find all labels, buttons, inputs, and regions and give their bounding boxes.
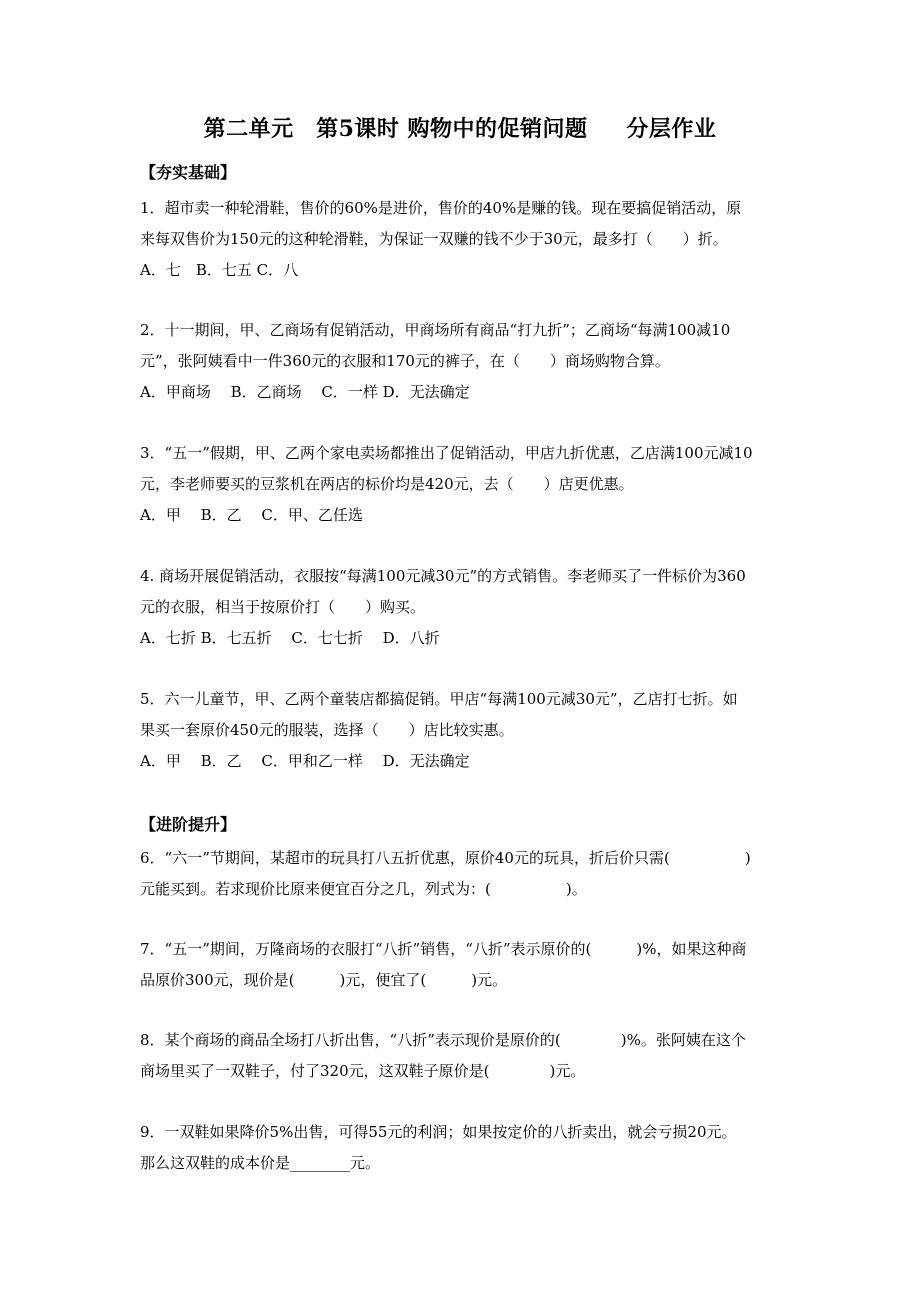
page-title: 第二单元 第5课时 购物中的促销问题 分层作业 [203,116,717,142]
question-8-line-2: 商场里买了一双鞋子，付了320元，这双鞋子原价是( )元。 [140,1062,586,1080]
section-heading-advanced: 【进阶提升】 [140,815,237,834]
question-2-line-1: 2．十一期间，甲、乙商场有促销活动，甲商场所有商品“打九折”；乙商场“每满100减10 [140,321,731,339]
question-8-line-1: 8．某个商场的商品全场打八折出售，“八折”表示现价是原价的( )%。张阿姨在这个 [140,1031,746,1049]
question-5-line-2: 果买一套原价450元的服装，选择（ ）店比较实惠。 [140,721,514,739]
question-3-line-1: 3．“五一”假期，甲、乙两个家电卖场都推出了促销活动，甲店九折优惠，乙店满100元减10 [140,444,753,462]
question-1-line-1: 1．超市卖一种轮滑鞋，售价的60%是进价，售价的40%是赚的钱。现在要搞促销活动，原 [140,199,742,217]
section-heading-basic: 【夯实基础】 [140,163,237,182]
question-4-options: A．七折 B．七五折 C．七七折 D．八折 [140,629,440,647]
question-9-line-1: 9．一双鞋如果降价5%出售，可得55元的利润；如果按定价的八折卖出，就会亏损20元。 [140,1123,737,1141]
question-6-line-1: 6．“六一”节期间，某超市的玩具打八五折优惠，原价40元的玩具，折后价只需( ) [140,849,751,867]
question-5-options: A．甲 B．乙 C．甲和乙一样 D．无法确定 [140,752,470,770]
question-2-line-2: 元”，张阿姨看中一件360元的衣服和170元的裤子，在（ ）商场购物合算。 [140,352,670,370]
question-2-options: A．甲商场 B．乙商场 C．一样 D．无法确定 [140,383,470,401]
question-9-line-2: 那么这双鞋的成本价是________元。 [140,1154,381,1172]
question-1-line-2: 来每双售价为150元的这种轮滑鞋，为保证一双赚的钱不少于30元，最多打（ ）折。 [140,230,728,248]
question-3-options: A．甲 B．乙 C．甲、乙任选 [140,506,363,524]
question-4-line-1: 4. 商场开展促销活动，衣服按“每满100元减30元”的方式销售。李老师买了一件标价为360 [140,567,746,585]
question-7-line-2: 品原价300元，现价是( )元，便宜了( )元。 [140,971,508,989]
question-4-line-2: 元的衣服，相当于按原价打（ ）购买。 [140,598,426,616]
question-1-options: A．七 B．七五 C．八 [140,261,299,279]
question-5-line-1: 5．六一儿童节，甲、乙两个童装店都搞促销。甲店“每满100元减30元”，乙店打七折。如 [140,690,738,708]
question-3-line-2: 元，李老师要买的豆浆机在两店的标价均是420元，去（ ）店更优惠。 [140,475,634,493]
question-7-line-1: 7．“五一”期间，万隆商场的衣服打“八折”销售，“八折”表示原价的( )%，如果这种商 [140,940,747,958]
question-6-line-2: 元能买到。若求现价比原来便宜百分之几，列式为：( )。 [140,880,587,898]
